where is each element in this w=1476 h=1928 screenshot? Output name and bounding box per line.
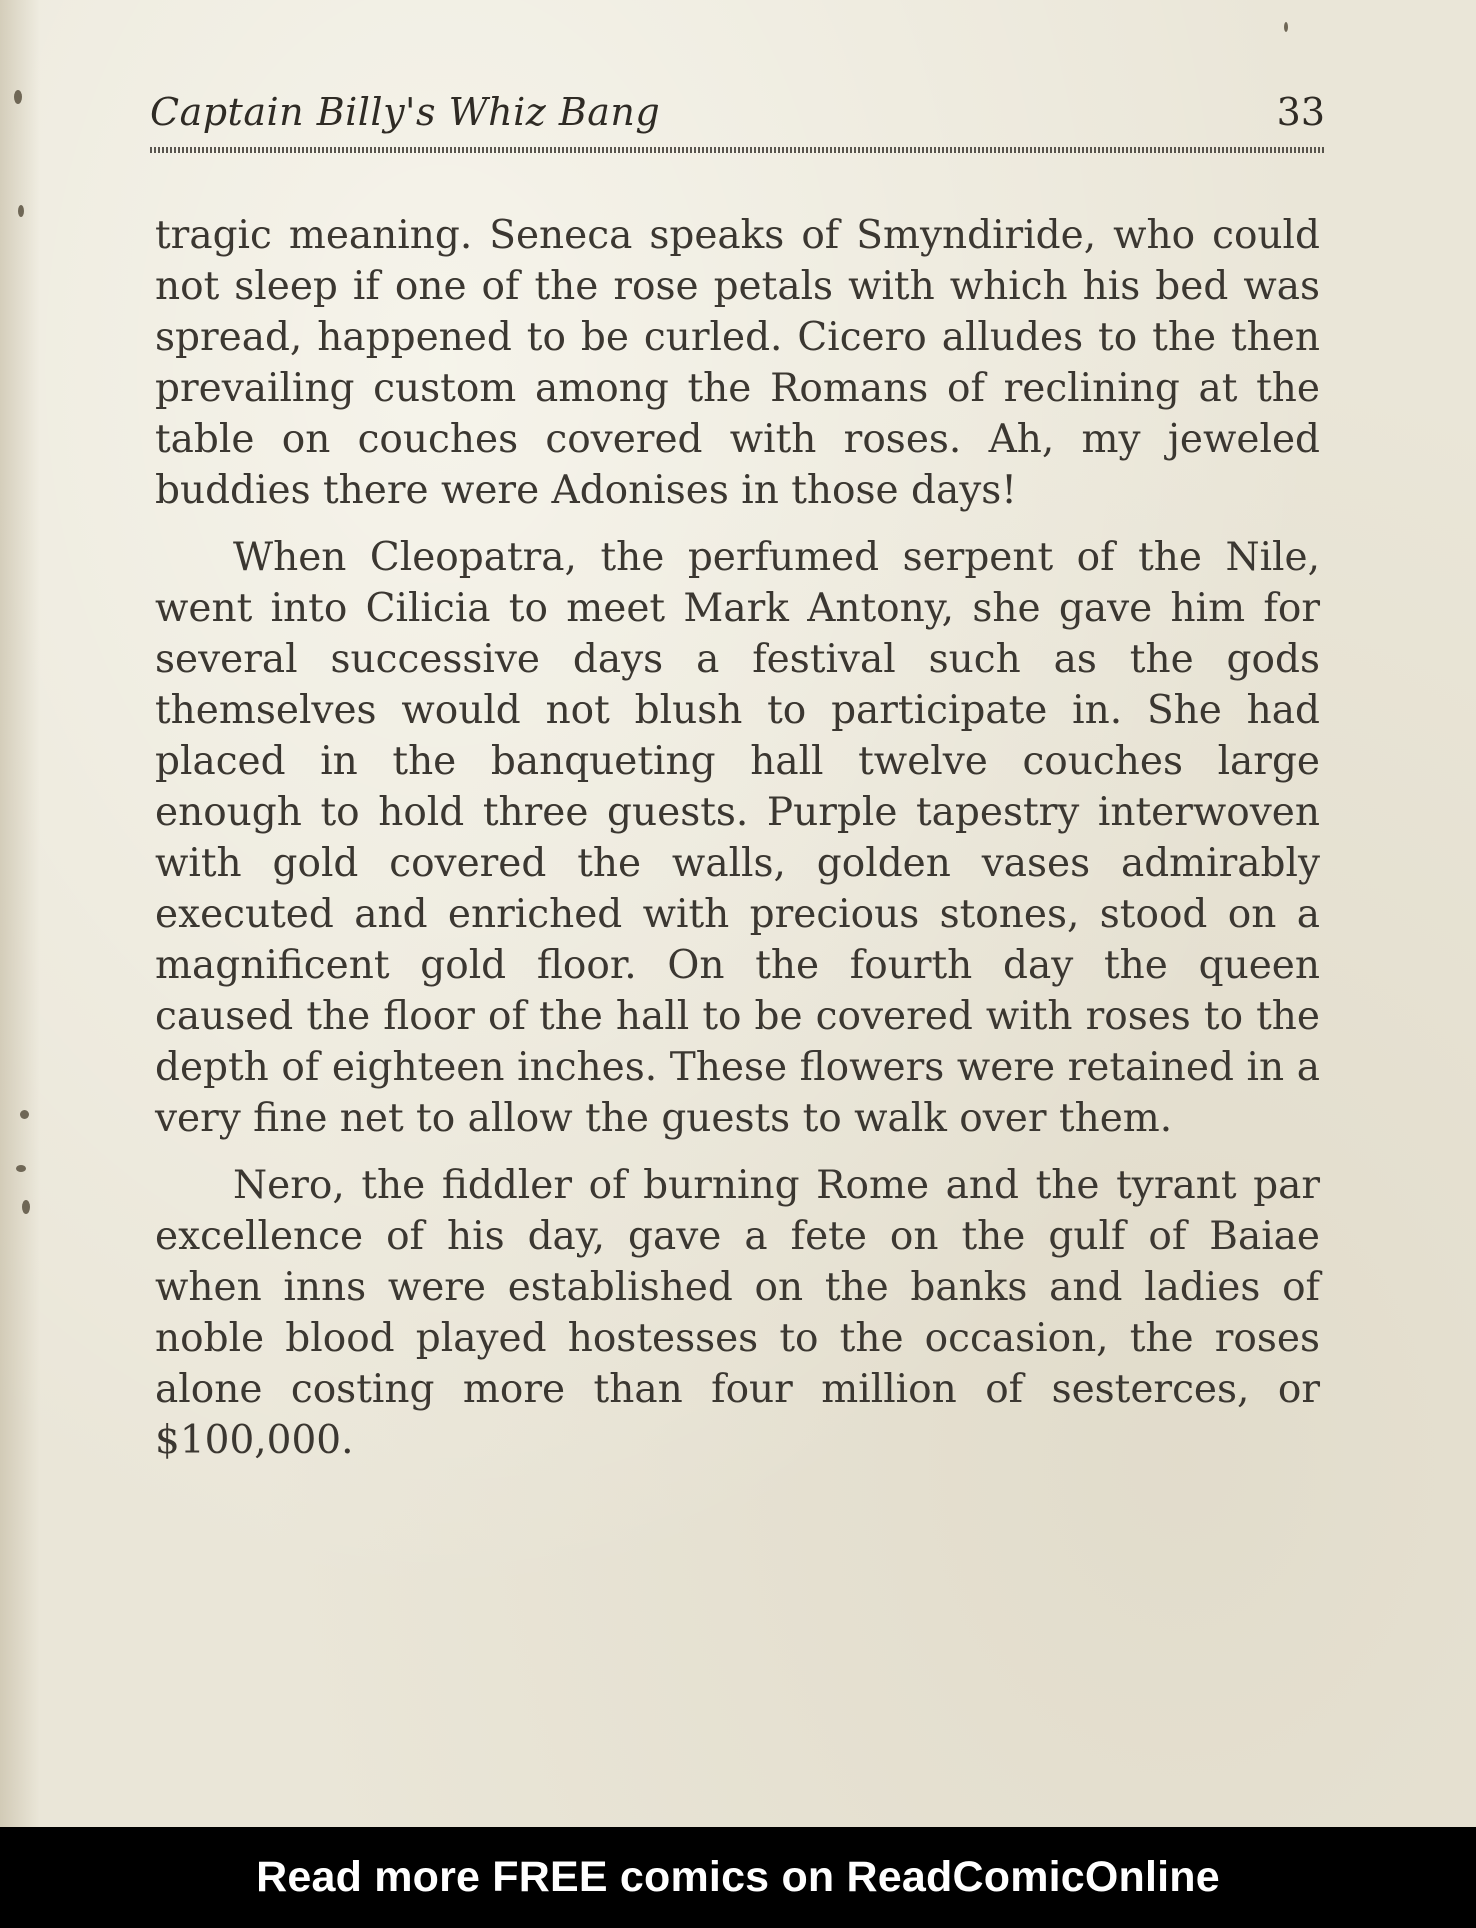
page-header (150, 90, 1325, 150)
ink-speck (16, 1165, 26, 1172)
running-title: Captain Billy's Whiz Bang (150, 90, 661, 134)
paragraph-1: tragic meaning. Seneca speaks of Smyndiride, who could not sleep if one of the rose petals with which his bed was spread, happened to be curled. Cicero alludes to the then prevailing custom among the Romans of reclining at the table on couches covered with roses. Ah, my jeweled buddies there were Adonises in those days! (155, 213, 1320, 513)
paragraph-2: When Cleopatra, the perfumed serpent of the Nile, went into Cilicia to meet Mark Antony, she gave him for several successive days a festival such as the gods themselves would not blush to participate in. She had placed in the banqueting hall twelve couches large enough to hold three guests. Purple tapestry interwoven with gold covered the walls, golden vases admirably executed and enriched with precious stones, stood on a magnificent gold floor. On the fourth day the queen caused the floor of the hall to be covered with roses to the depth of eighteen inches. These flowers were retained in a very fine net to allow the guests to walk over them. (155, 535, 1320, 1141)
ink-speck (18, 205, 24, 217)
header-rule (150, 147, 1325, 153)
ink-speck (1284, 22, 1288, 32)
page-number: 33 (1276, 90, 1325, 134)
ink-speck (14, 90, 22, 104)
promo-banner-text[interactable]: Read more FREE comics on ReadComicOnline (256, 1853, 1220, 1901)
page-binding-edge (0, 0, 40, 1827)
ink-speck (20, 1110, 29, 1119)
paragraph-3: Nero, the fiddler of burning Rome and the tyrant par excellence of his day, gave a fete on the gulf of Baiae when inns were established on the banks and ladies of noble blood played hostesses to the occasion, the roses alone costing more than four million of sesterces, or $100,000. (155, 1163, 1320, 1463)
promo-banner[interactable] (0, 1827, 1476, 1928)
ink-speck (22, 1200, 30, 1214)
article-body (155, 210, 1320, 1482)
